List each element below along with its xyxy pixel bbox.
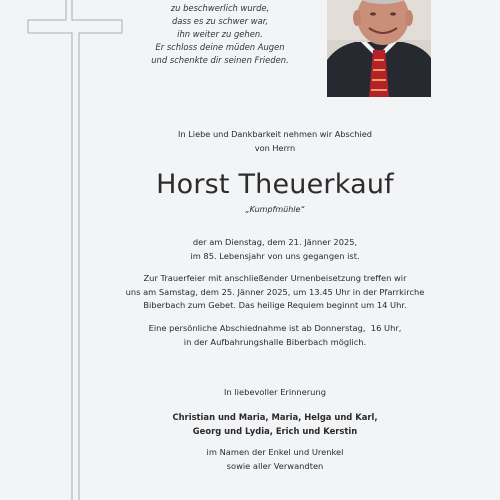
family-line: Georg und Lydia, Erich und Kerstin [192,425,358,436]
death-info [100,236,450,263]
relatives-line: sowie aller Verwandten [226,460,324,471]
portrait-photo [327,0,431,97]
ceremony-line: Zur Trauerfeier mit anschließender Urnenbeisetzung treffen wir [143,273,407,283]
family-names [100,411,450,438]
poem-line: zu beschwerlich wurde, [170,3,270,13]
farewell-line: Eine persönliche Abschiednahme ist ab Donnerstag, 16 Uhr, [148,323,402,333]
poem-line: und schenkte dir seinen Frieden. [151,55,289,65]
death-line: im 85. Lebensjahr von uns gegangen ist. [190,250,360,261]
intro-text [100,128,450,155]
ceremony-line: uns am Samstag, dem 25. Jänner 2025, um 13.45 Uhr in der Pfarrkirche [125,286,425,297]
family-line: Christian und Maria, Maria, Helga und Karl, [172,412,378,422]
poem-line: Er schloss deine müden Augen [155,42,285,52]
relatives-line: im Namen der Enkel und Urenkel [206,447,344,457]
ceremony-info [100,272,450,313]
intro-line: von Herrn [254,142,296,153]
poem [135,0,305,67]
poem-line: ihn weiter zu gehen. [177,29,263,39]
intro-line: In Liebe und Dankbarkeit nehmen wir Abschied [178,129,372,139]
deceased-name: Horst Theuerkauf [156,169,394,200]
poem-line: dass es zu schwer war, [171,16,269,26]
memory-line: In liebevoller Erinnerung [224,387,326,397]
farewell-line: in der Aufbahrungshalle Biberbach möglich. [183,336,367,347]
ceremony-line: Biberbach zum Gebet. Das heilige Requiem beginnt um 14 Uhr. [143,300,407,310]
death-line: der am Dienstag, dem 21. Jänner 2025, [192,237,358,247]
farewell-info [100,322,450,349]
relatives-text [100,446,450,473]
deceased-nickname: „Kumpfmühle“ [245,205,305,214]
